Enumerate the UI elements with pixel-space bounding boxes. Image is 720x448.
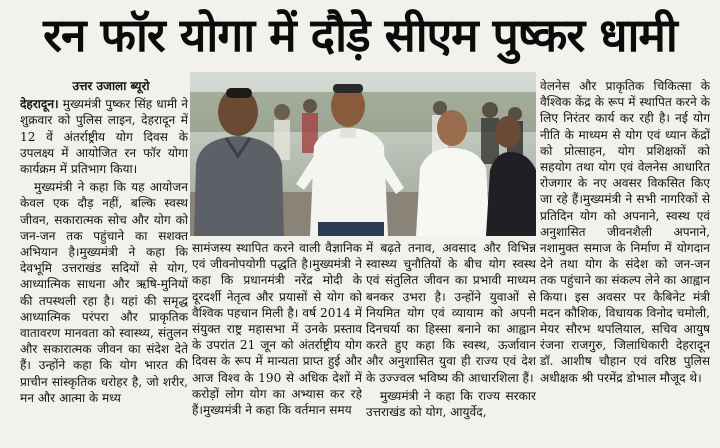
paragraph: वेलनेस और प्राकृतिक चिकित्सा के वैश्विक केंद्र के रूप में स्थापित करने के लिए निरंतर कार्य कर रही है। नई योग नीति के माध्यम से योग एवं ध्यान केंद्रों को प्रोत्साहन, योग प्रशिक्षकों को सहयोग तथा योग एवं वेलनेस आधारित रोजगार के नए अवसर विकसित किए जा रहे हैं।मुख्यमंत्री ने सभी नागरिकों से प्रतिदिन योग को अपनाने, स्वस्थ एवं अनुशासित जीवनशैली अपनाने, नशामुक्त समाज के निर्माण में योगदान देने तथा योग के संदेश को जन-जन तक पहुंचाने का संकल्प लेने का आह्वान किया। इस अवसर पर कैबिनेट मंत्री मदन कौशिक, विधायक विनोद चमोली, मेयर सौरभ थपलियाल, सचिव आयुष रंजना राजगुरु, जिलाधिकारी देहरादून डॉ. आशीष चौहान एवं वरिष्ठ पुलिस अधीक्षक श्री परमेंद्र डोभाल मौजूद थे। bbox=[540, 79, 710, 385]
headline: रन फॉर योगा में दौड़े सीएम पुष्कर धामी bbox=[43, 8, 677, 62]
paragraph: में बढ़ते तनाव, अवसाद और विभिन्न स्वास्थ्य चुनौतियों के बीच योग स्वस्थ एवं संतुलित जीवन का प्रभावी माध्यम बनकर उभरा है। उन्होंने युवाओं से नियमित योग एवं व्यायाम को अपनी दिनचर्या का हिस्सा बनाने का आह्वान करते हुए कहा कि स्वस्थ, ऊर्जावान और अनुशासित युवा ही राज्य एवं देश के उज्ज्वल भविष्य की आधारशिला हैं। bbox=[366, 241, 536, 385]
paragraph: मुख्यमंत्री ने कहा कि राज्य सरकार उत्तराखंड को योग, आयुर्वेद, bbox=[366, 388, 536, 420]
byline: उत्तर उजाला ब्यूरो bbox=[72, 79, 150, 93]
article-column-3 bbox=[366, 240, 536, 446]
runners-photo-illustration bbox=[190, 72, 536, 236]
lead-text: मुख्यमंत्री पुष्कर सिंह धामी ने शुक्रवार को पुलिस लाइन, देहरादून में 12 वें अंतर्राष्ट्रीय योग दिवस के उपलक्ष्य में आयोजित रन फॉर योगा कार्यक्रम में प्रतिभाग किया। bbox=[20, 97, 188, 177]
news-photo bbox=[190, 72, 536, 236]
article-column-1 bbox=[20, 78, 188, 446]
paragraph: मुख्यमंत्री ने कहा कि यह आयोजन केवल एक दौड़ नहीं, बल्कि स्वस्थ जीवन, सकारात्मक सोच और योग को जन-जन तक पहुंचाने का सशक्त अभियान है।मुख्यमंत्री ने कहा कि देवभूमि उत्तराखंड सदियों से योग, आध्यात्मिक साधना और ऋषि-मुनियों की तपस्थली रहा है। यहां की समृद्ध आध्यात्मिक परंपरा और प्राकृतिक वातावरण मानवता को स्वास्थ्य, संतुलन और सकारात्मक जीवन का संदेश देते हैं। उन्होंने कहा कि योग भारत की प्राचीन सांस्कृतिक धरोहर है, जो शरीर, मन और आत्मा के मध्य bbox=[20, 180, 188, 405]
paragraph: सामंजस्य स्थापित करने वाली वैज्ञानिक एवं जीवनोपयोगी पद्धति है।मुख्यमंत्री ने कहा कि प्रधानमंत्री नरेंद्र मोदी के दूरदर्शी नेतृत्व और प्रयासों से योग को वैश्विक पहचान मिली है। वर्ष 2014 में संयुक्त राष्ट्र महासभा में उनके प्रस्ताव के उपरांत 21 जून को अंतर्राष्ट्रीय योग दिवस के रूप में मान्यता प्राप्त हुई और आज विश्व के 190 से अधिक देशों में करोड़ों लोग योग का अभ्यास कर रहे हैं।मुख्यमंत्री ने कहा कि वर्तमान समय bbox=[192, 241, 362, 418]
article-column-4 bbox=[540, 78, 710, 446]
lead-paragraph bbox=[20, 96, 188, 177]
dateline: देहरादून। bbox=[20, 97, 59, 112]
article-column-2 bbox=[192, 240, 362, 446]
